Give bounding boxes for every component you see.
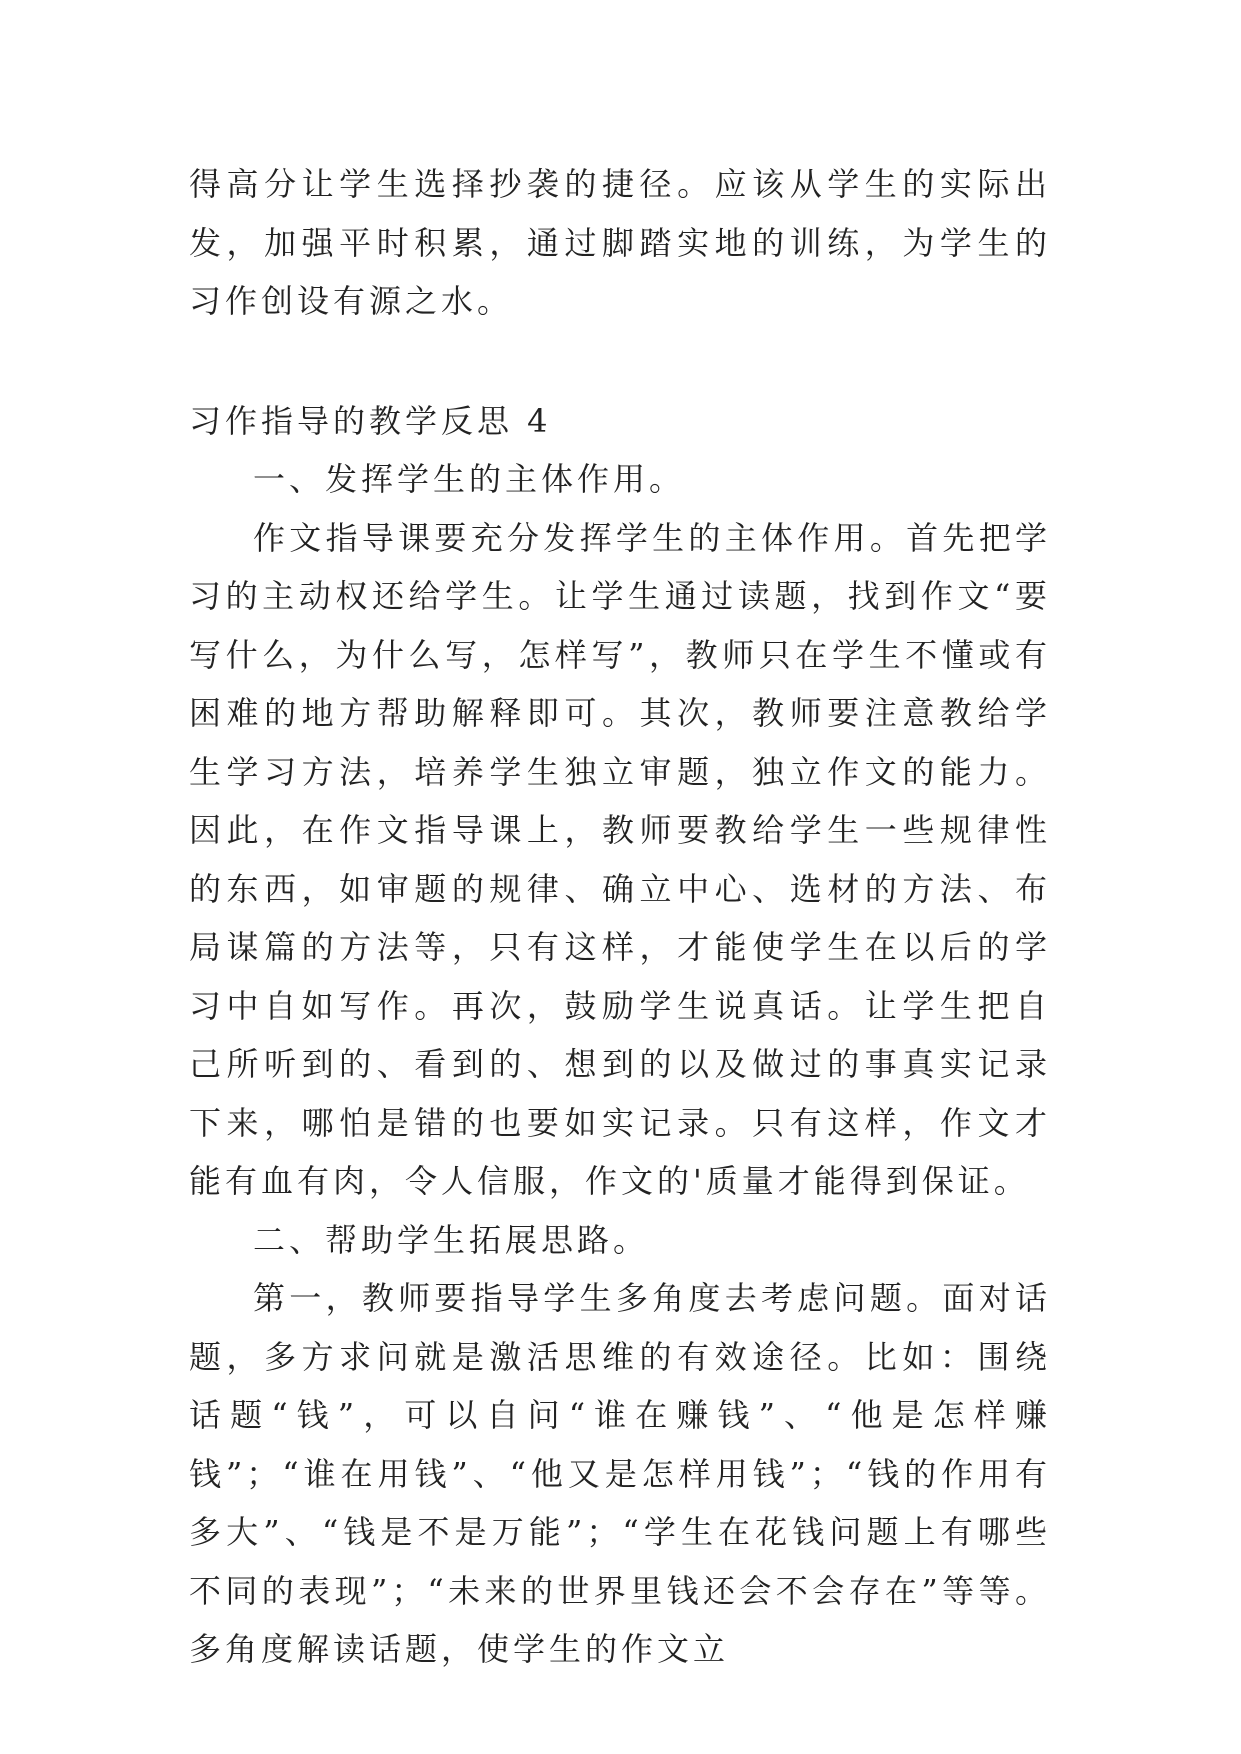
section-heading: 习作指导的教学反思 4: [189, 402, 552, 440]
subheading-2: 二、帮助学生拓展思路。: [253, 1220, 650, 1259]
body-paragraph-2: 第一，教师要指导学生多角度去考虑问题。面对话题，多方求问就是激活思维的有效途径。比如：围绕话题“钱”，可以自问“谁在赚钱”、“他是怎样赚钱”；“谁在用钱”、“他又是怎样用钱”；“钱的作用有多大”、“钱是不是万能”；“学生在花钱问题上有哪些不同的表现”；“未来的世界里钱还会不会存在”等等。多角度解读话题，使学生的作文立: [189, 1279, 1051, 1668]
continuation-paragraph: 得高分让学生选择抄袭的捷径。应该从学生的实际出发，加强平时积累，通过脚踏实地的训练，为学生的习作创设有源之水。: [189, 165, 1051, 320]
continuation-section: [189, 155, 1051, 331]
subheading-1: 一、发挥学生的主体作用。: [253, 460, 686, 498]
section-body: [189, 450, 1051, 1679]
body-paragraph-1: 作文指导课要充分发挥学生的主体作用。首先把学习的主动权还给学生。让学生通过读题，找到作文“要写什么，为什么写，怎样写”，教师只在学生不懂或有困难的地方帮助解释即可。其次，教师要注意教给学生学习方法，培养学生独立审题，独立作文的能力。因此，在作文指导课上，教师要教给学生一些规律性的东西，如审题的规律、确立中心、选材的方法、布局谋篇的方法等，只有这样，才能使学生在以后的学习中自如写作。再次，鼓励学生说真话。让学生把自己所听到的、看到的、想到的以及做过的事真实记录下来，哪怕是错的也要如实记录。只有这样，作文才能有血有肉，令人信服，作文的'质量才能得到保证。: [189, 518, 1051, 1200]
